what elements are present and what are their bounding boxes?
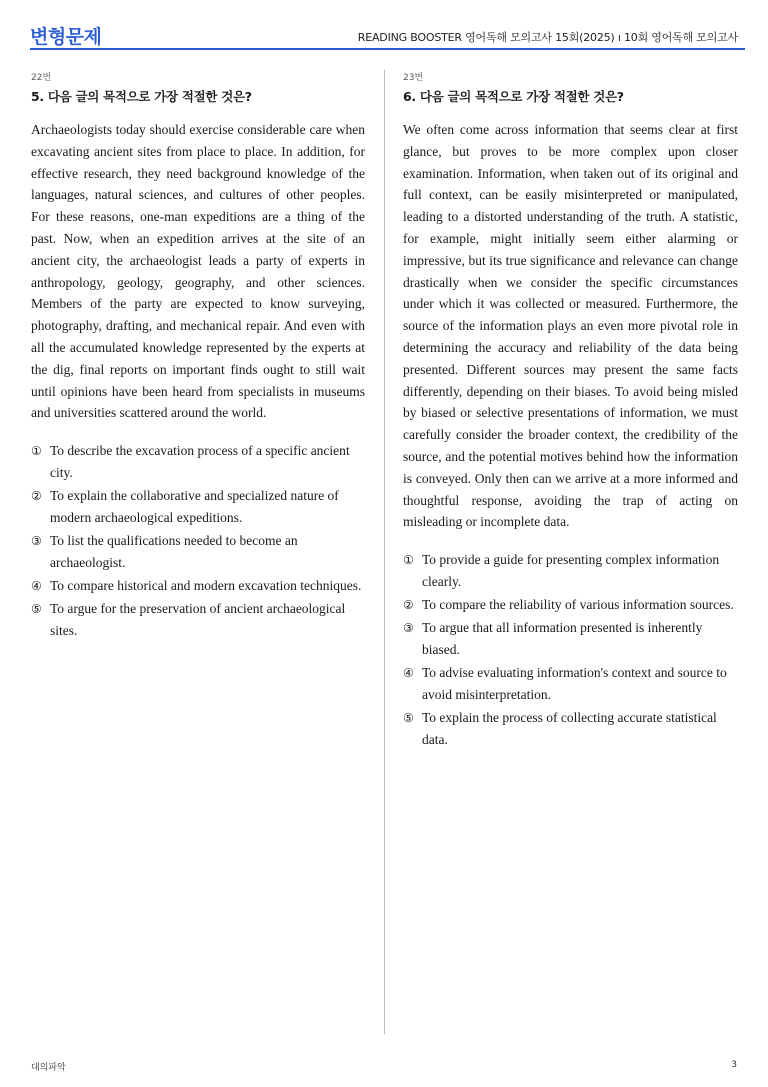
answer-option-1[interactable] — [403, 549, 738, 593]
header-divider — [30, 48, 745, 50]
option-text: To compare the reliability of various information sources. — [422, 597, 734, 613]
answer-option-5[interactable] — [31, 598, 365, 642]
option-text: To explain the collaborative and specialized nature of modern archaeological expeditions. — [50, 488, 339, 526]
answer-option-4[interactable] — [403, 662, 738, 706]
answer-option-2[interactable] — [31, 485, 365, 529]
answer-option-3[interactable] — [31, 530, 365, 574]
option-number: ② — [31, 489, 42, 504]
question-passage: Archaeologists today should exercise considerable care when excavating ancient sites from place to place. In addition, for effective research, they need background knowledge of the languages, natural sciences, and cultures of other peoples. For these reasons, one-man expeditions are a thing of the past. Now, when an expedition arrives at the site of an ancient city, the archaeologist leads a party of experts in anthropology, geology, geography, and other sciences. Members of the party are expected to know surveying, photography, drafting, and mechanical repair. And even with all the accumulated knowledge represented by the experts at the dig, final reports on important finds ought to still wait until opinions have been heard from specialists in museums and universities scattered around the world. — [31, 122, 365, 421]
question-title: 6. 다음 글의 목적으로 가장 적절한 것은? — [403, 89, 624, 104]
answer-option-1[interactable] — [31, 440, 365, 484]
option-text: To explain the process of collecting accurate statistical data. — [422, 710, 717, 748]
question-column-left — [31, 70, 365, 643]
option-number: ① — [403, 553, 414, 568]
question-passage: We often come across information that seems clear at first glance, but proves to be more complex upon closer examination. Information, when taken out of its original and full context, can be easily misinterpreted or manipulated, leading to a distorted understanding of the truth. A statistic, for example, might initially seem either alarming or impressive, but its true significance and relevance can change drastically when we consider the specific circumstances under which it was collected or measured. Furthermore, the source of the information plays an even more pivotal role in determining the accuracy and reliability of the data being presented. Different sources may present the same facts differently, depending on their biases. To avoid being misled by biased or selective presentations of information, we must carefully consider the broader context, the credibility of the source, and the potential motives behind how the information is conveyed. Only then can we arrive at a more informed and thoughtful response, avoiding the trap of acting on misleading or incomplete data. — [403, 122, 738, 530]
answer-options — [31, 440, 365, 642]
answer-option-5[interactable] — [403, 707, 738, 751]
option-number: ① — [31, 444, 42, 459]
option-text: To provide a guide for presenting complex information clearly. — [422, 552, 720, 590]
option-text: To argue for the preservation of ancient archaeological sites. — [50, 601, 346, 639]
page-number: 3 — [731, 1060, 737, 1070]
option-text: To list the qualifications needed to become an archaeologist. — [50, 533, 298, 571]
answer-option-2[interactable] — [403, 594, 738, 616]
option-text: To advise evaluating information's context and source to avoid misinterpretation. — [422, 665, 727, 703]
question-column-right — [403, 70, 738, 752]
answer-options — [403, 549, 738, 751]
exam-source-label: READING BOOSTER 영어독해 모의고사 15회(2025) ı 10회 영어독해 모의고사 — [357, 31, 738, 44]
answer-option-3[interactable] — [403, 617, 738, 661]
option-number: ② — [403, 598, 414, 613]
footer-category-label: 대의파악 — [31, 1063, 66, 1073]
option-number: ⑤ — [403, 711, 414, 726]
option-text: To argue that all information presented is inherently biased. — [422, 620, 703, 658]
question-title: 5. 다음 글의 목적으로 가장 적절한 것은? — [31, 89, 252, 104]
question-source-number: 23번 — [403, 73, 424, 83]
question-source-number: 22번 — [31, 73, 52, 83]
option-number: ④ — [403, 666, 414, 681]
option-text: To describe the excavation process of a specific ancient city. — [50, 443, 350, 481]
option-number: ③ — [31, 534, 42, 549]
page-section-title: 변형문제 — [30, 26, 102, 48]
option-text: To compare historical and modern excavation techniques. — [50, 578, 362, 594]
column-divider — [384, 70, 385, 1034]
option-number: ④ — [31, 579, 42, 594]
answer-option-4[interactable] — [31, 575, 365, 597]
option-number: ③ — [403, 621, 414, 636]
option-number: ⑤ — [31, 602, 42, 617]
